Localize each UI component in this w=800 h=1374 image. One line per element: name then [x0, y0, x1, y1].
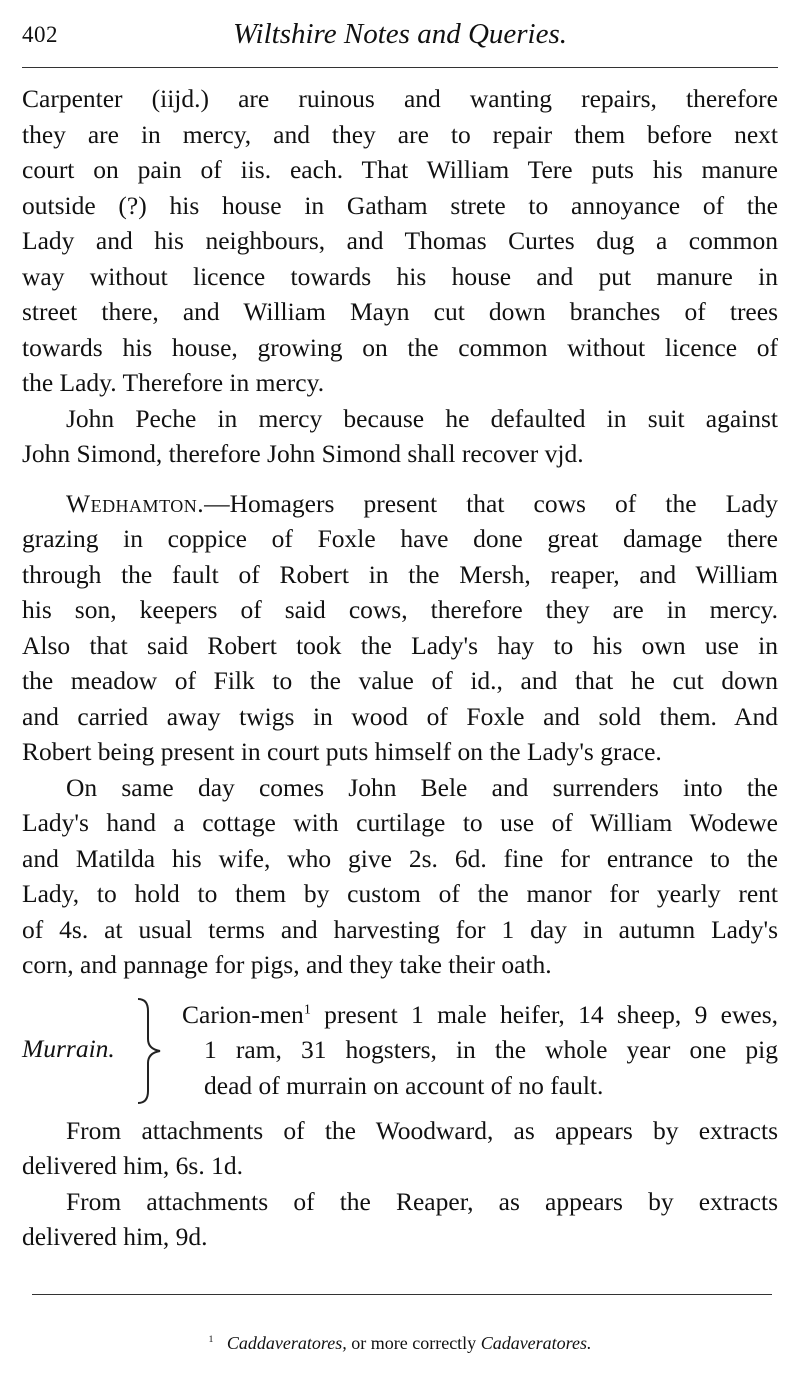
text-line: Robert being present in court puts himself on the Lady's grace. [22, 737, 662, 766]
footnote-reference: 1 [303, 1002, 311, 1017]
paragraph-carpenter [22, 81, 778, 401]
text-line: his son, keepers of said cows, therefore they are in mercy. [22, 595, 778, 624]
text-line: through the fault of Robert in the Mersh, reaper, and William [22, 559, 778, 589]
text-line: Lady and his neighbours, and Thomas Curtes dug a common [22, 226, 778, 255]
text-line: From attachments of the Woodward, as appears by extracts [66, 1115, 778, 1145]
section-heading-wedhamton: Wedhamton. [66, 488, 205, 518]
footnote-connector: or more correctly [346, 1333, 481, 1353]
text-line: street there, and William Mayn cut down branches of trees [22, 297, 778, 326]
footnote-mark: 1 [208, 1334, 214, 1345]
text-line: Lady, to hold to them by custom of the manor for yearly rent [22, 879, 778, 908]
page-number: 402 [22, 22, 58, 47]
text-line: the meadow of Filk to the value of id., and that he cut down [22, 666, 778, 695]
text-line: court on pain of iis. each. That William Tere puts his manure [22, 155, 778, 184]
paragraph-peche [22, 401, 778, 472]
text-line: dead of murrain on account of no fault. [204, 1070, 604, 1100]
footnote-term: Caddaveratores, [226, 1333, 347, 1353]
text-line: On same day comes John Bele and surrenders into the [66, 772, 778, 802]
curly-brace-icon [132, 997, 172, 1105]
text-line: Also that said Robert took the Lady's hay to his own use in [22, 630, 778, 660]
text-line [182, 997, 778, 1033]
book-page [22, 0, 778, 1374]
text-line: outside (?) his house in Gatham strete to annoyance of the [22, 190, 778, 220]
footnote-rule [32, 1294, 772, 1295]
text-fragment: present 1 male heifer, 14 sheep, 9 ewes, [310, 999, 778, 1029]
text-line [22, 486, 778, 522]
paragraph-bele [22, 770, 778, 983]
text-line: Lady's hand a cottage with curtilage to use of William Wodewe [22, 808, 778, 837]
paragraph-wedhamton [22, 486, 778, 770]
text-line: 1 ram, 31 hogsters, in the whole year one pig [204, 1035, 778, 1064]
text-line: Carpenter (iijd.) are ruinous and wanting repairs, therefore [22, 84, 778, 113]
text-line: John Peche in mercy because he defaulted in suit against [66, 403, 778, 433]
marginal-label-murrain: Murrain. [22, 1033, 115, 1063]
text-line: From attachments of the Reaper, as appears by extracts [66, 1186, 778, 1216]
text-line: they are in mercy, and they are to repair them before next [22, 119, 778, 149]
text-line: of 4s. at usual terms and harvesting for 1 day in autumn Lady's [22, 914, 778, 944]
text-line: John Simond, therefore John Simond shall recover vjd. [22, 439, 584, 468]
paragraph-reaper [22, 1184, 778, 1255]
text-line: delivered him, 9d. [22, 1222, 208, 1251]
text-line: corn, and pannage for pigs, and they take their oath. [22, 950, 552, 979]
murrain-text [182, 997, 778, 1104]
text-line: towards his house, growing on the common without licence of [22, 332, 778, 362]
page-header [22, 18, 778, 54]
body-text [22, 81, 778, 1255]
text-line: and Matilda his wife, who give 2s. 6d. fine for entrance to the [22, 843, 778, 873]
running-title: Wiltshire Notes and Queries. [232, 18, 568, 50]
text-line: delivered him, 6s. 1d. [22, 1151, 243, 1180]
paragraph-woodward [22, 1113, 778, 1184]
text-line: the Lady. Therefore in mercy. [22, 368, 325, 397]
text-line: grazing in coppice of Foxle have done great damage there [22, 524, 778, 553]
murrain-entry [22, 997, 778, 1105]
text-fragment: Carion-men [182, 999, 304, 1029]
text-line: and carried away twigs in wood of Foxle and sold them. And [22, 701, 778, 731]
footnote [22, 1333, 778, 1354]
header-rule [22, 67, 778, 68]
text-fragment: —Homagers present that cows of the Lady [204, 488, 778, 518]
text-line: way without licence towards his house and put manure in [22, 261, 778, 291]
footnote-term: Cadaveratores. [480, 1333, 592, 1353]
